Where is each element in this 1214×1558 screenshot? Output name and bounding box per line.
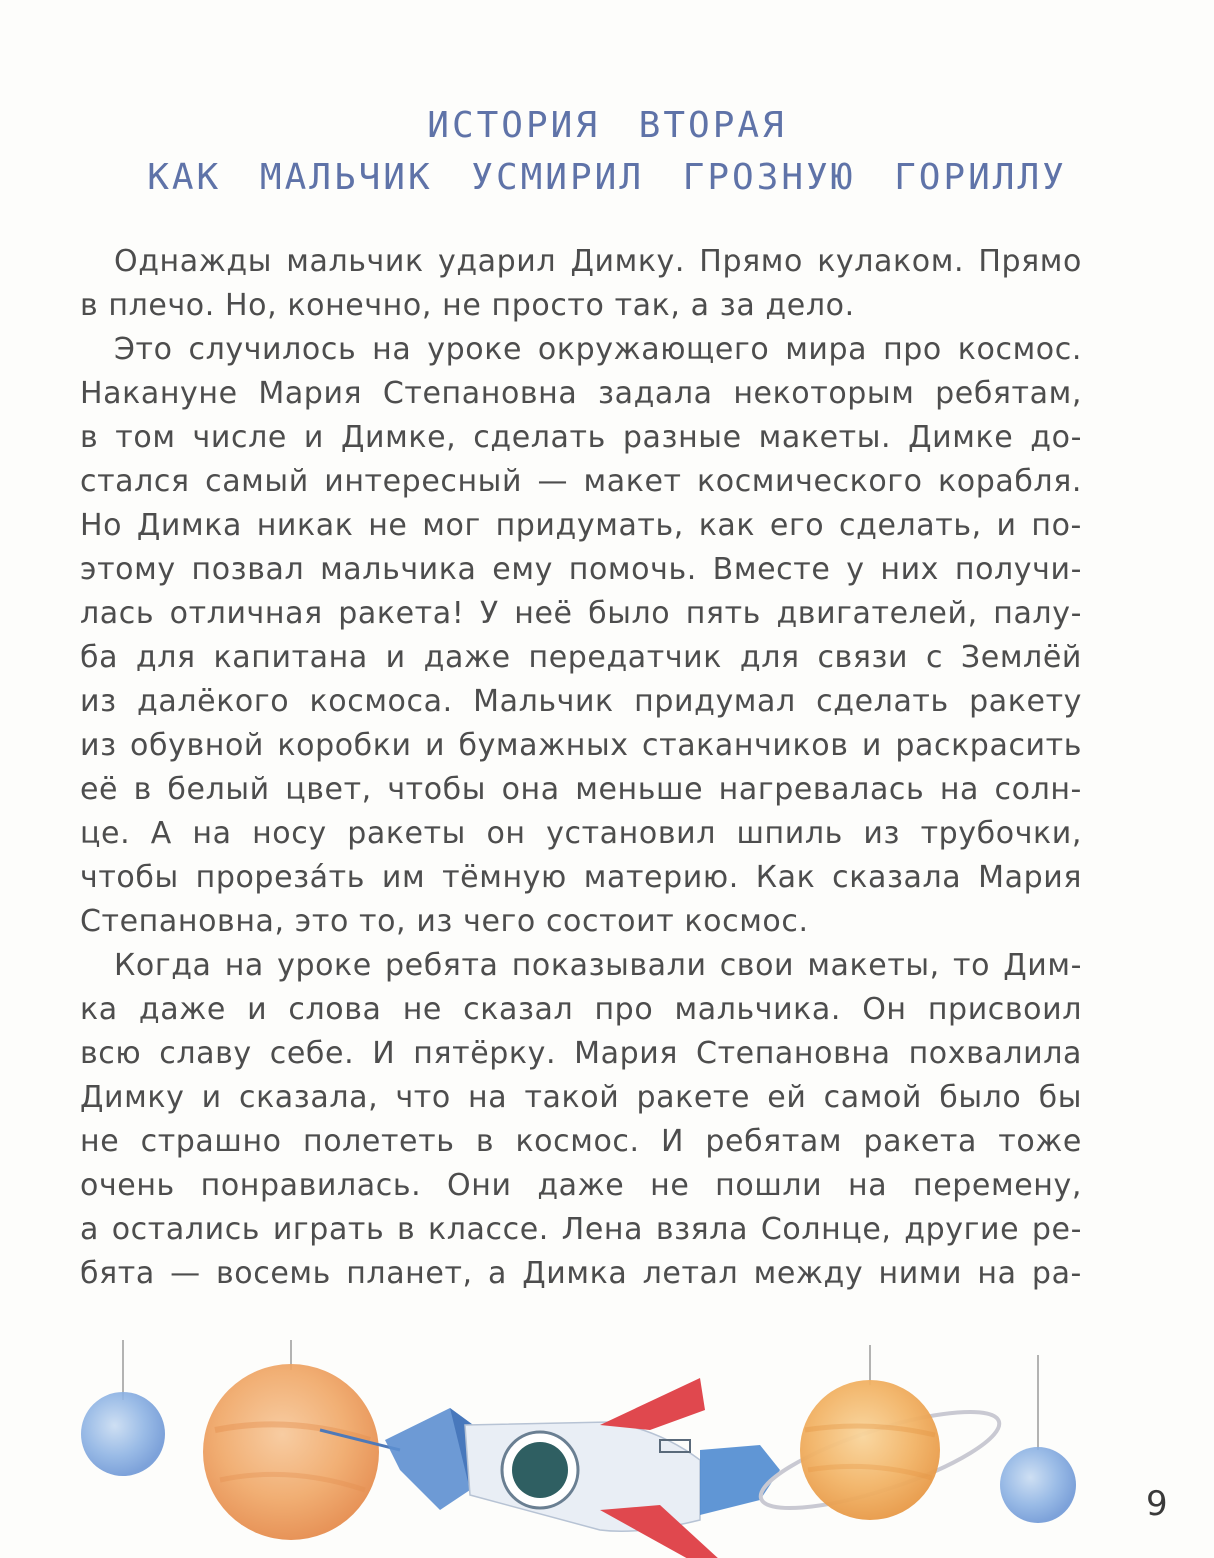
saturn-planet-icon bbox=[752, 1380, 1008, 1527]
text-line: из обувной коробки и бумажных стаканчиков и раскрасить bbox=[80, 728, 1082, 763]
text-line: в плечо. Но, конечно, не просто так, а за дело. bbox=[80, 288, 855, 323]
rocket-icon bbox=[320, 1378, 780, 1558]
text-line: в том числе и Димке, сделать разные макеты. Димке до- bbox=[80, 420, 1082, 455]
text-line: Когда на уроке ребята показывали свои макеты, то Дим- bbox=[114, 948, 1082, 983]
text-line: из далёкого космоса. Мальчик придумал сделать ракету bbox=[80, 684, 1082, 719]
text-line: це. А на носу ракеты он установил шпиль из трубочки, bbox=[80, 816, 1082, 851]
page-number: 9 bbox=[1146, 1484, 1168, 1524]
blue-planet-small-icon bbox=[1000, 1447, 1076, 1523]
blue-planet-icon bbox=[81, 1392, 165, 1476]
text-line: лась отличная ракета! У неё было пять двигателей, палу- bbox=[80, 596, 1082, 631]
text-line: всю славу себе. И пятёрку. Мария Степановна похвалила bbox=[80, 1036, 1082, 1071]
space-illustration bbox=[0, 1330, 1214, 1558]
text-line: стался самый интересный — макет космического корабля. bbox=[80, 464, 1082, 499]
text-line: её в белый цвет, чтобы она меньше нагревалась на солн- bbox=[80, 772, 1082, 807]
orange-planet-icon bbox=[203, 1364, 379, 1540]
text-line: ба для капитана и даже передатчик для связи с Землёй bbox=[80, 640, 1082, 675]
text-line: Но Димка никак не мог придумать, как его сделать, и по- bbox=[80, 508, 1082, 543]
text-line: бята — восемь планет, а Димка летал между ними на ра- bbox=[80, 1256, 1082, 1291]
text-line: не страшно полететь в космос. И ребятам ракета тоже bbox=[80, 1124, 1082, 1159]
text-line: очень понравилась. Они даже не пошли на перемену, bbox=[80, 1168, 1082, 1203]
chapter-heading-line-2: КАК МАЛЬЧИК УСМИРИЛ ГРОЗНУЮ ГОРИЛЛУ bbox=[147, 157, 1067, 198]
story-text bbox=[80, 240, 1082, 1296]
text-line: Накануне Мария Степановна задала некоторым ребятам, bbox=[80, 376, 1082, 411]
text-line: Это случилось на уроке окружающего мира про космос. bbox=[114, 332, 1082, 367]
chapter-heading bbox=[0, 100, 1214, 204]
text-line: чтобы прореза́ть им тёмную материю. Как сказала Мария bbox=[80, 860, 1082, 895]
text-line: Димку и сказала, что на такой ракете ей самой было бы bbox=[80, 1080, 1082, 1115]
text-line: а остались играть в классе. Лена взяла Солнце, другие ре- bbox=[80, 1212, 1082, 1247]
text-line: ка даже и слова не сказал про мальчика. Он присвоил bbox=[80, 992, 1082, 1027]
text-line: Степановна, это то, из чего состоит космос. bbox=[80, 904, 809, 939]
chapter-heading-line-1: ИСТОРИЯ ВТОРАЯ bbox=[427, 105, 787, 146]
text-line: этому позвал мальчика ему помочь. Вместе у них получи- bbox=[80, 552, 1082, 587]
text-line: Однажды мальчик ударил Димку. Прямо кулаком. Прямо bbox=[114, 244, 1082, 279]
